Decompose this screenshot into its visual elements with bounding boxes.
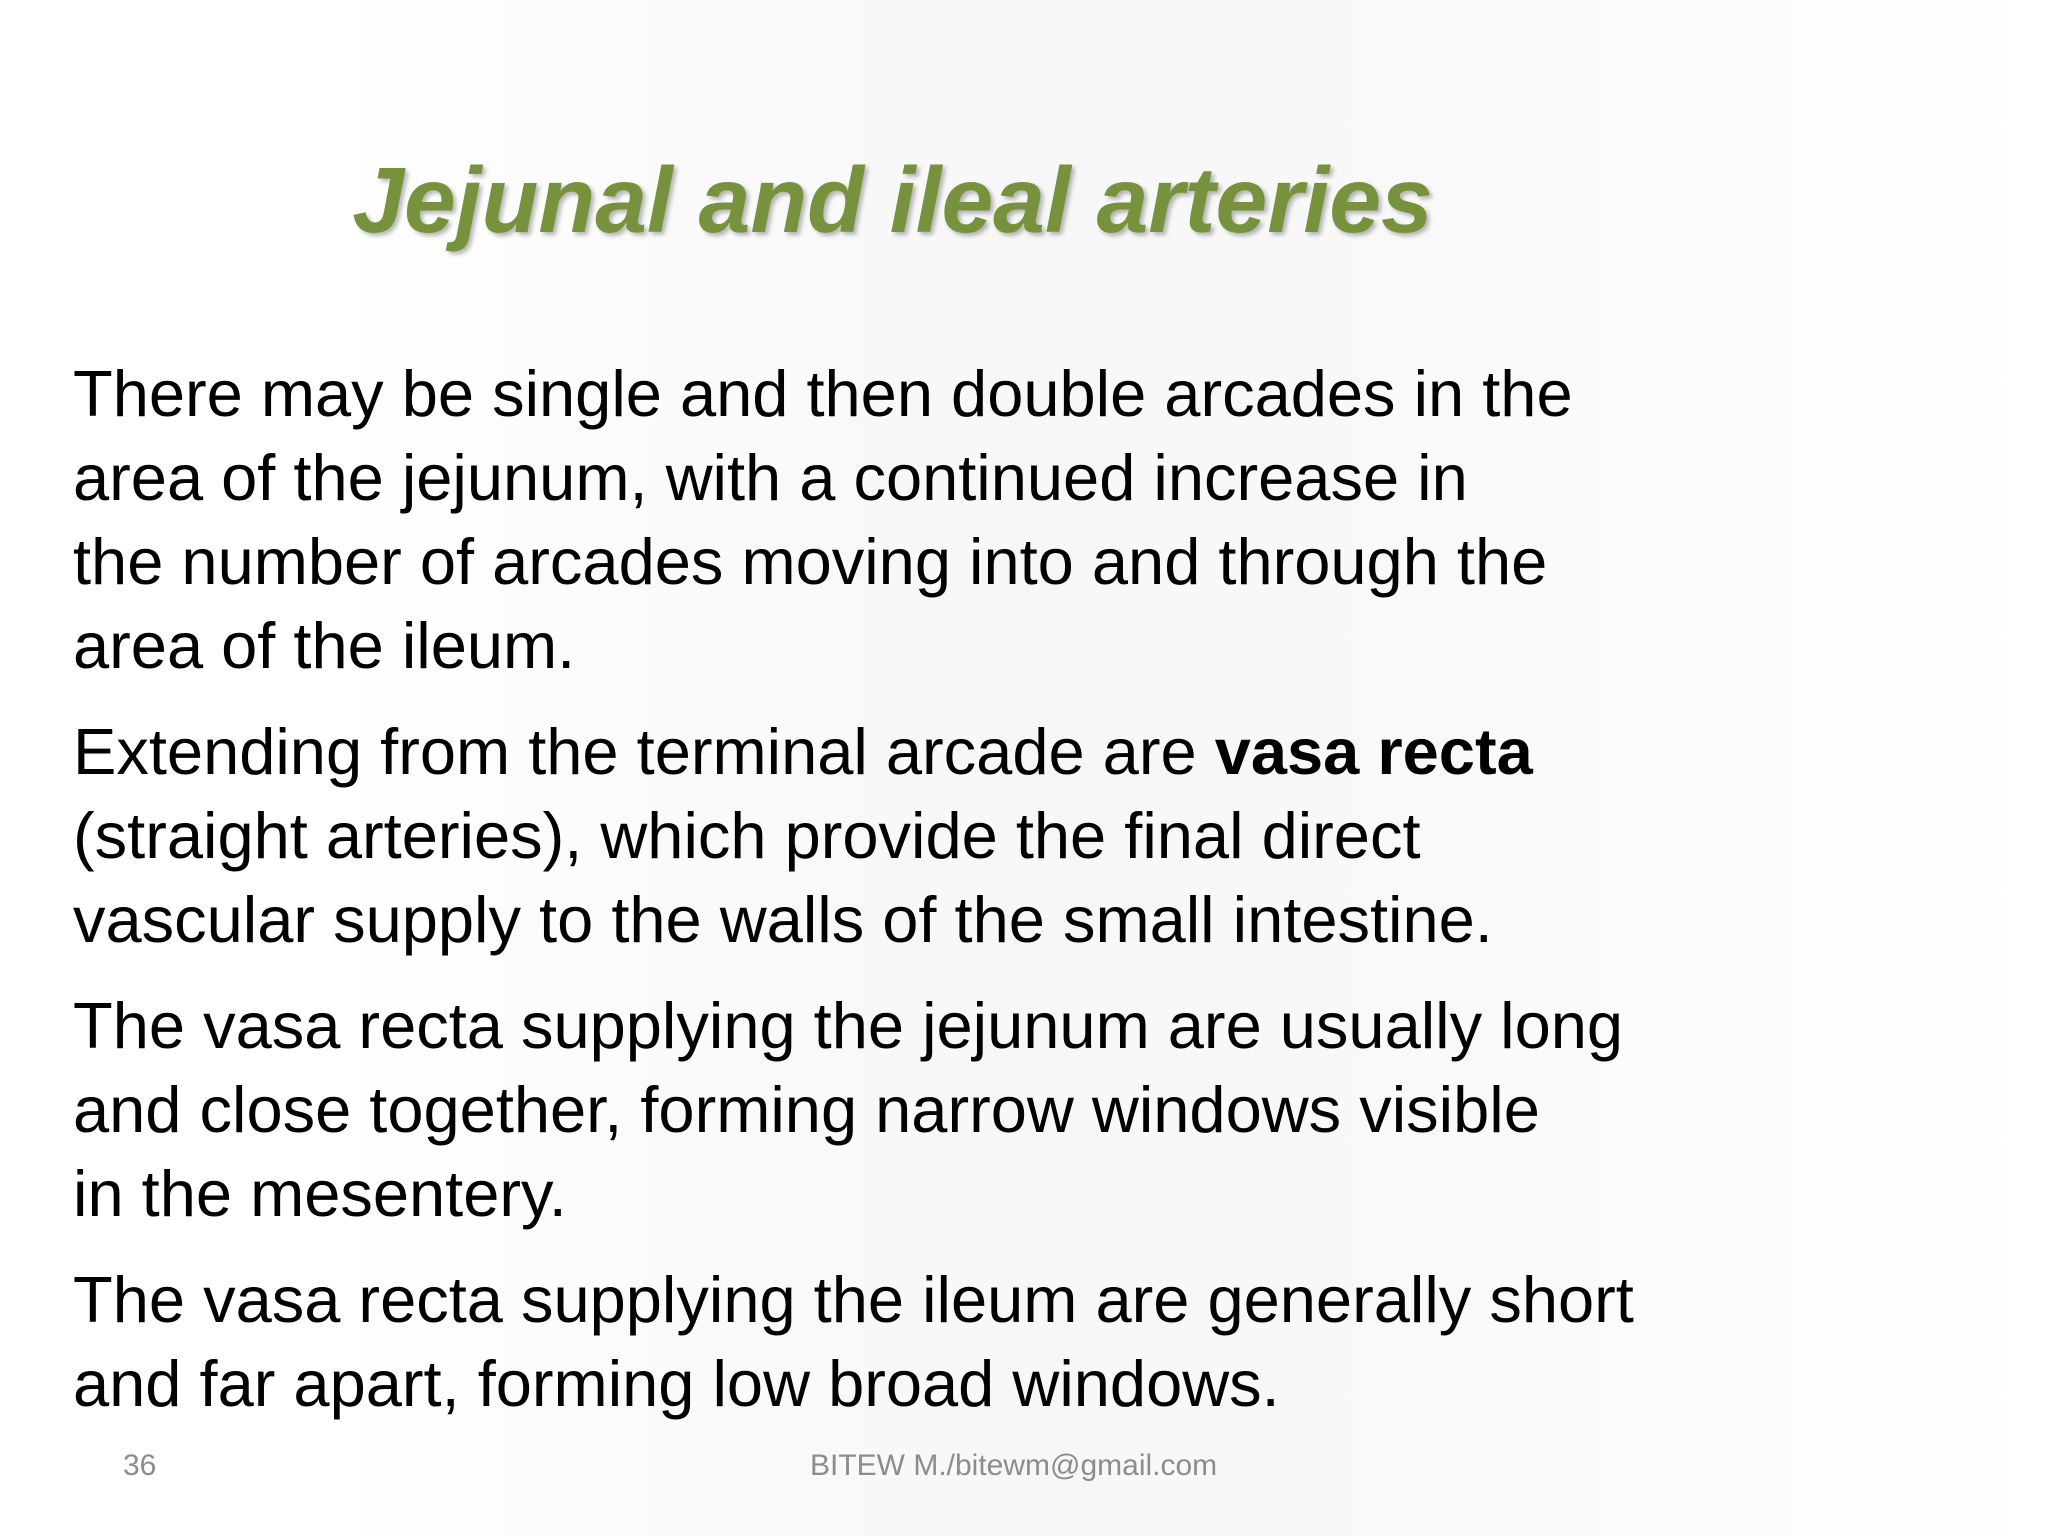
- bold-term-vasa-recta: vasa recta: [1214, 715, 1533, 788]
- slide-title: Jejunal and ileal arteries: [352, 148, 1433, 252]
- paragraph-arcades: [73, 352, 1773, 688]
- text-line: (straight arteries), which provide the final direct: [73, 799, 1421, 872]
- text-line: and close together, forming narrow windows visible: [73, 1073, 1540, 1146]
- text-line: vascular supply to the walls of the small intestine.: [73, 883, 1493, 956]
- paragraph-vasa-recta: [73, 710, 1773, 962]
- text-line: The vasa recta supplying the ileum are generally short: [73, 1263, 1634, 1336]
- footer-author: BITEW M./bitewm@gmail.com: [810, 1449, 1218, 1482]
- paragraph-jejunum-vasa-recta: [73, 984, 1773, 1236]
- text-line: area of the jejunum, with a continued increase in: [73, 441, 1468, 514]
- page-number: 36: [123, 1449, 157, 1482]
- text-line: area of the ileum.: [73, 609, 576, 682]
- slide-body: [73, 352, 1773, 1448]
- paragraph-ileum-vasa-recta: [73, 1258, 1773, 1426]
- text-line: [73, 710, 1773, 794]
- text-line: the number of arcades moving into and through the: [73, 525, 1548, 598]
- text-line: in the mesentery.: [73, 1157, 567, 1230]
- text-line: The vasa recta supplying the jejunum are usually long: [73, 989, 1624, 1062]
- text-line: There may be single and then double arcades in the: [73, 357, 1573, 430]
- text-segment: Extending from the terminal arcade are: [73, 715, 1215, 788]
- text-line: and far apart, forming low broad windows.: [73, 1347, 1280, 1420]
